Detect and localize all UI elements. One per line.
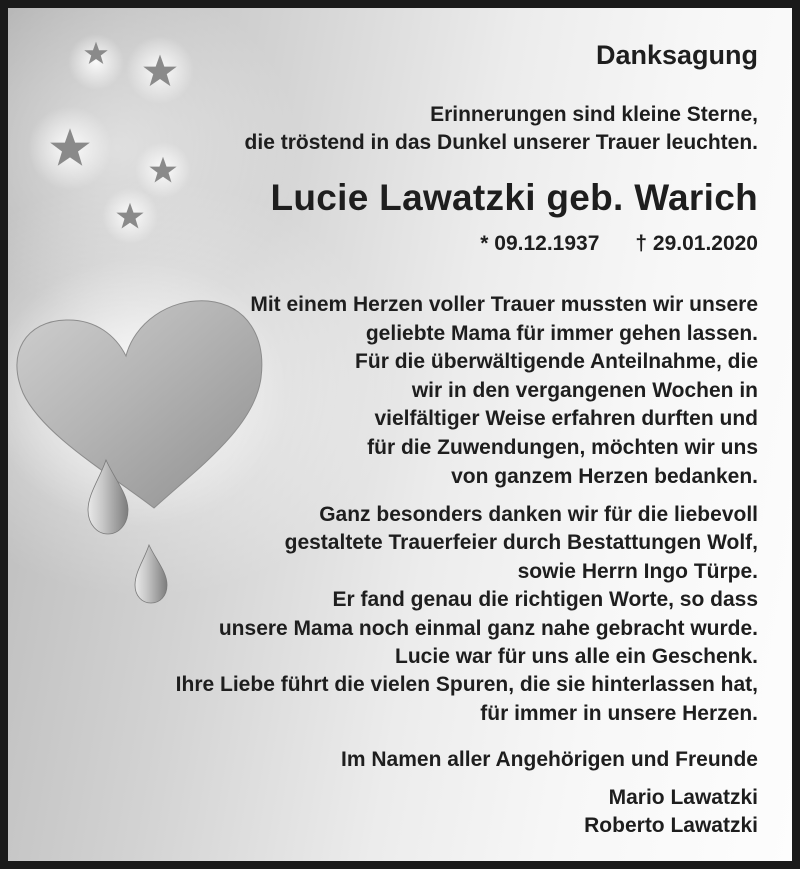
paragraph-line: Für die überwältigende Anteilnahme, die <box>355 350 758 374</box>
paragraph-line: Ganz besonders danken wir für die liebevoll <box>319 503 758 526</box>
signers <box>584 784 758 840</box>
life-dates <box>480 232 758 256</box>
deceased-name: Lucie Lawatzki geb. Warich <box>270 177 758 218</box>
teardrop-icon <box>135 545 167 603</box>
birth-date: * 09.12.1937 <box>480 232 600 255</box>
motto-line: die tröstend in das Dunkel unserer Trauer leuchten. <box>244 131 758 154</box>
paragraph-line: von ganzem Herzen bedanken. <box>451 464 758 488</box>
paragraph-line: sowie Herrn Ingo Türpe. <box>517 559 758 583</box>
paragraph-line: für immer in unsere Herzen. <box>480 701 758 725</box>
motto <box>245 101 758 157</box>
closing-line: Im Namen aller Angehörigen und Freunde <box>341 748 758 771</box>
notice-title: Danksagung <box>595 40 758 70</box>
thanks-paragraph <box>250 291 758 491</box>
paragraph-line: Lucie war für uns alle ein Geschenk. <box>395 645 758 669</box>
signer-name: Roberto Lawatzki <box>584 814 758 837</box>
special-thanks-paragraph <box>176 501 758 728</box>
paragraph-line: Er fand genau die richtigen Worte, so dass <box>332 588 758 612</box>
paragraph-line: Ihre Liebe führt die vielen Spuren, die sie hinterlassen hat, <box>175 673 758 697</box>
signer-name: Mario Lawatzki <box>608 786 758 809</box>
paragraph-line: unsere Mama noch einmal ganz nahe gebracht wurde. <box>218 616 758 640</box>
paragraph-line: Mit einem Herzen voller Trauer mussten wir unsere <box>250 293 758 316</box>
motto-line: Erinnerungen sind kleine Sterne, <box>430 103 758 126</box>
paragraph-line: geliebte Mama für immer gehen lassen. <box>365 321 758 345</box>
death-date: † 29.01.2020 <box>635 232 758 255</box>
paragraph-line: gestaltete Trauerfeier durch Bestattungen Wolf, <box>284 531 758 555</box>
paragraph-line: vielfältiger Weise erfahren durften und <box>374 407 758 431</box>
paragraph-line: für die Zuwendungen, möchten wir uns <box>367 435 758 459</box>
paragraph-line: wir in den vergangenen Wochen in <box>411 378 758 402</box>
